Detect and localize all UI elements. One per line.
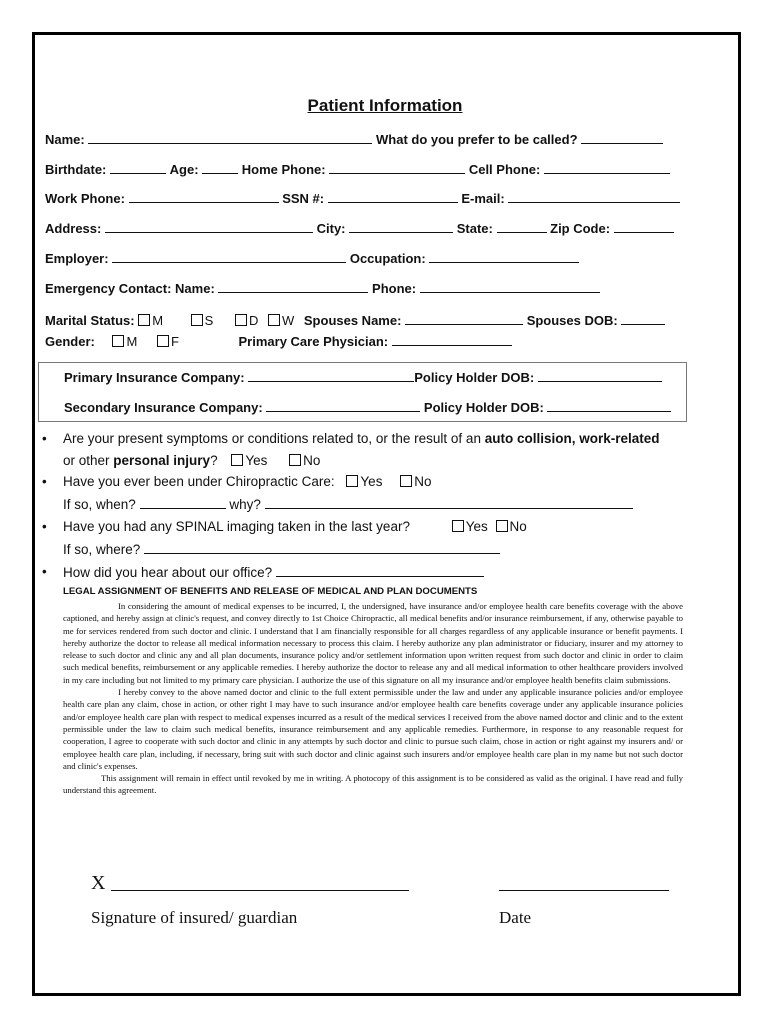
pcp-field[interactable]	[392, 333, 512, 346]
employer-field[interactable]	[112, 250, 346, 263]
work-phone-row	[45, 190, 680, 206]
secondary-insurance-row	[64, 399, 671, 415]
birthdate-field[interactable]	[110, 161, 166, 174]
cell-phone-field[interactable]	[544, 161, 670, 174]
q3-yes-label: Yes	[465, 519, 488, 534]
name-row	[45, 131, 663, 147]
bullet-icon: •	[42, 564, 47, 579]
gender-m-checkbox[interactable]	[112, 335, 124, 347]
q3-no-checkbox[interactable]	[496, 520, 508, 532]
emergency-label: Emergency Contact: Name:	[45, 281, 215, 296]
occupation-field[interactable]	[429, 250, 579, 263]
question-2-cont	[63, 496, 633, 512]
q1-yes-label: Yes	[245, 453, 268, 468]
spouse-name-label: Spouses Name:	[303, 313, 402, 328]
primary-insurance-field[interactable]	[248, 369, 414, 382]
prefer-label: What do you prefer to be called?	[376, 132, 578, 147]
q1-text: Are your present symptoms or conditions related to, or the result of an	[63, 431, 485, 446]
birthdate-label: Birthdate:	[45, 162, 107, 177]
home-phone-field[interactable]	[329, 161, 465, 174]
ssn-label: SSN #:	[282, 191, 325, 206]
age-label: Age:	[169, 162, 199, 177]
legal-paragraph-3: This assignment will remain in effect until revoked by me in writing. A photocopy of this assignment is to be considered as valid as the original. I have read and fully understand this agreement.	[63, 773, 683, 796]
state-field[interactable]	[497, 220, 547, 233]
bullet-icon: •	[42, 474, 47, 489]
signature-x-mark: X	[91, 872, 106, 894]
work-phone-label: Work Phone:	[45, 191, 125, 206]
marital-d-checkbox[interactable]	[235, 314, 247, 326]
marital-w-checkbox[interactable]	[268, 314, 280, 326]
name-field[interactable]	[88, 131, 372, 144]
q1-personal: personal injury	[113, 453, 211, 468]
marital-s-label: S	[204, 313, 214, 328]
q2-yes-label: Yes	[360, 474, 383, 489]
gender-f-label: F	[170, 334, 179, 349]
q1-qmark: ?	[210, 453, 218, 468]
date-label: Date	[499, 908, 532, 927]
policy-dob2-field[interactable]	[547, 399, 671, 412]
spouse-name-field[interactable]	[405, 312, 523, 325]
occupation-label: Occupation:	[349, 251, 426, 266]
bullet-icon: •	[42, 431, 47, 446]
q3-no-label: No	[509, 519, 527, 534]
emergency-name-field[interactable]	[218, 280, 368, 293]
q1-other: or other	[63, 453, 114, 468]
marital-s-checkbox[interactable]	[191, 314, 203, 326]
gender-row	[45, 333, 512, 349]
q2-no-checkbox[interactable]	[400, 475, 412, 487]
emergency-row	[45, 280, 600, 296]
question-3-cont	[63, 541, 500, 557]
pcp-label: Primary Care Physician:	[238, 334, 389, 349]
q2-when-label: If so, when?	[63, 497, 136, 512]
q1-no-label: No	[303, 453, 321, 468]
q4-field[interactable]	[276, 564, 484, 577]
marital-row	[45, 312, 665, 328]
q1-no-checkbox[interactable]	[289, 454, 301, 466]
city-field[interactable]	[349, 220, 453, 233]
zip-field[interactable]	[614, 220, 674, 233]
secondary-insurance-label: Secondary Insurance Company:	[64, 400, 263, 415]
city-label: City:	[316, 221, 346, 236]
q2-why-field[interactable]	[265, 496, 633, 509]
policy-dob1-field[interactable]	[538, 369, 662, 382]
home-phone-label: Home Phone:	[241, 162, 326, 177]
q3-yes-checkbox[interactable]	[452, 520, 464, 532]
gender-m-label: M	[126, 334, 138, 349]
q1-auto: auto collision	[484, 431, 572, 446]
age-field[interactable]	[202, 161, 238, 174]
address-row	[45, 220, 674, 236]
signature-label: Signature of insured/ guardian	[91, 908, 298, 927]
bullet-icon: •	[42, 519, 47, 534]
emergency-phone-label: Phone:	[372, 281, 417, 296]
legal-paragraph-1: In considering the amount of medical expenses to be incurred, I, the undersigned, have insurance and/or employee health care benefits coverage with the above captioned, and hereby assign at clinic's request, and convey directly to 1st Choice Chiropractic, all medical benefits and/or insurance reimbursement, if any, otherwise payable to me for services rendered from such doctor and clinic. I understand that I am financially responsible for all charges regardless of any applicable insurance or benefit payments. I hereby authorize the doctor to release all medical information necessary to process this claim. I hereby authorize any plan administrator or fiduciary, insurer and my attorney to release to such doctor and clinic any and all plan documents, insurance policy and/or settlement information upon written request from such doctor and clinic in order to claim such medical benefits, reimbursement or any applicable remedies. I hereby authorize the doctor to release any and all medical information to other healthcare providers involved in my care including but not limited to my primary care physician. I authorize the use of this signature on all my insurance and/or employee health benefits claim submissions.	[63, 601, 683, 685]
date-line[interactable]	[499, 890, 669, 891]
q2-why-label: why?	[229, 497, 261, 512]
ssn-field[interactable]	[328, 190, 458, 203]
legal-paragraph-2: I hereby convey to the above named doctor and clinic to the full extent permissible under the law and under any applicable insurance policies and/or employee health care plan any claim, chose in action, or other right I may have to such insurance and/or employee health care benefits coverage under any applicable insurance policies and/or employee health care plan with respect to medical expenses incurred as a result of the medical services I received from the above named doctor and clinic and to the extent permissible under the law to claim such medical benefits, insurance reimbursement and any applicable remedies. Furthermore, in response to any reasonable request for cooperation, I agree to cooperate with such doctor and clinic in any attempts by such doctor and clinic to pursue such claim, chose in action or right against my insurers and/ or employee health care plan, including, if necessary, bring suit with such doctor and clinic against such insurers and/or employee health care plan in my name but not such doctor and clinic's expenses.	[63, 687, 683, 771]
marital-d-label: D	[248, 313, 259, 328]
work-phone-field[interactable]	[129, 190, 279, 203]
primary-insurance-row	[64, 369, 662, 385]
spouse-dob-field[interactable]	[621, 312, 665, 325]
marital-m-label: M	[152, 313, 164, 328]
legal-body	[63, 600, 683, 797]
question-1-cont	[63, 453, 320, 468]
legal-heading: LEGAL ASSIGNMENT OF BENEFITS AND RELEASE OF MEDICAL AND PLAN DOCUMENTS	[63, 586, 478, 597]
employer-label: Employer:	[45, 251, 109, 266]
birthdate-row	[45, 161, 670, 177]
q2-text: Have you ever been under Chiropractic Care:	[63, 474, 335, 489]
gender-f-checkbox[interactable]	[157, 335, 169, 347]
name-label: Name:	[45, 132, 85, 147]
employer-row	[45, 250, 579, 266]
q1-work: work-related	[579, 431, 660, 446]
q3-where-field[interactable]	[144, 541, 500, 554]
emergency-phone-field[interactable]	[420, 280, 600, 293]
address-label: Address:	[45, 221, 102, 236]
email-field[interactable]	[508, 190, 680, 203]
signature-line[interactable]	[111, 890, 409, 891]
address-field[interactable]	[105, 220, 313, 233]
zip-label: Zip Code:	[550, 221, 611, 236]
primary-insurance-label: Primary Insurance Company:	[64, 370, 245, 385]
policy-dob2-label: Policy Holder DOB:	[423, 400, 544, 415]
q3-where-label: If so, where?	[63, 542, 141, 557]
q1-yes-checkbox[interactable]	[231, 454, 243, 466]
cell-phone-label: Cell Phone:	[468, 162, 541, 177]
prefer-field[interactable]	[581, 131, 663, 144]
q2-when-field[interactable]	[140, 496, 226, 509]
page-title: Patient Information	[307, 96, 463, 115]
marital-w-label: W	[281, 313, 295, 328]
marital-label: Marital Status:	[45, 313, 135, 328]
policy-dob1-label: Policy Holder DOB:	[414, 370, 535, 385]
gender-label: Gender:	[45, 334, 95, 349]
marital-m-checkbox[interactable]	[138, 314, 150, 326]
secondary-insurance-field[interactable]	[266, 399, 420, 412]
spouse-dob-label: Spouses DOB:	[526, 313, 618, 328]
q1-comma: ,	[571, 431, 580, 446]
q3-text: Have you had any SPINAL imaging taken in the last year?	[63, 519, 410, 534]
q2-yes-checkbox[interactable]	[346, 475, 358, 487]
q4-text: How did you hear about our office?	[63, 565, 273, 580]
email-label: E-mail:	[461, 191, 505, 206]
state-label: State:	[456, 221, 493, 236]
q2-no-label: No	[414, 474, 432, 489]
